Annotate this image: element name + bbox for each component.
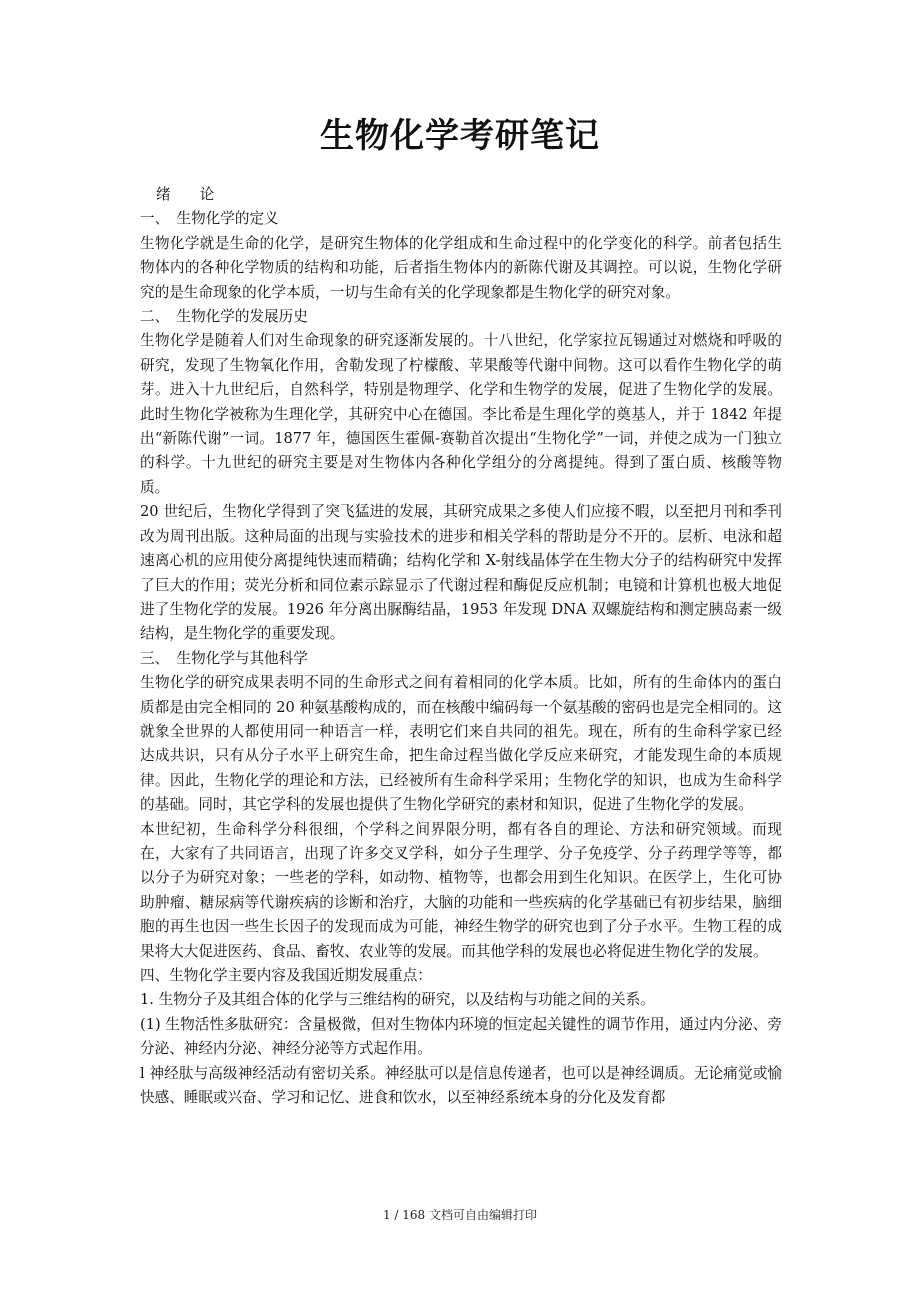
section-heading-2: 二、 生物化学的发展历史 bbox=[140, 308, 308, 326]
list-item: 1. 生物分子及其组合体的化学与三维结构的研究，以及结构与功能之间的关系。 bbox=[140, 991, 655, 1009]
section-heading-3: 三、 生物化学与其他科学 bbox=[140, 649, 308, 667]
paragraph: 本世纪初，生命科学分科很细，个学科之间界限分明，都有各自的理论、方法和研究领域。而现在，大家有了共同语言，出现了许多交叉学科，如分子生理学、分子免疫学、分子药理学等等，都以分子为研究对象；一些老的学科，如动物、植物等，也都会用到生化知识。在医学上，生化可协助肿瘤、糖尿病等代谢疾病的诊断和治疗，大脑的功能和一些疾病的化学基础已有初步结果，脑细胞的再生也因一些生长因子的发现而成为可能，神经生物学的研究也到了分子水平。生物工程的成果将大大促进医药、食品、畜牧、农业等的发展。而其他学科的发展也必将促进生物化学的发展。 bbox=[140, 820, 782, 960]
paragraph: 生物化学的研究成果表明不同的生命形式之间有着相同的化学本质。比如，所有的生命体内的蛋白质都是由完全相同的 20 种氨基酸构成的，而在核酸中编码每一个氨基酸的密码也是完全相同的。这就象全世界的人都使用同一种语言一样，表明它们来自共同的祖先。现在，所有的生命科学家已经达成共识，只有从分子水平上研究生命，把生命过程当做化学反应来研究，才能发现生命的本质规律。因此，生物化学的理论和方法，已经被所有生命科学采用；生物化学的知识，也成为生命科学的基础。同时，其它学科的发展也提供了生物化学研究的素材和知识，促进了生物化学的发展。 bbox=[140, 674, 782, 814]
paragraph: 20 世纪后，生物化学得到了突飞猛进的发展，其研究成果之多使人们应接不暇，以至把月刊和季刊改为周刊出版。这种局面的出现与实验技术的进步和相关学科的帮助是分不开的。层析、电泳和超速离心机的应用使分离提纯快速而精确；结构化学和 X-射线晶体学在生物大分子的结构研究中发挥了巨大的作用；荧光分析和同位素示踪显示了代谢过程和酶促反应机制；电镜和计算机也极大地促进了生物化学的发展。1926 年分离出脲酶结晶，1953 年发现 DNA 双螺旋结构和测定胰岛素一级结构，是生物化学的重要发现。 bbox=[140, 503, 782, 643]
section-heading-1: 一、 生物化学的定义 bbox=[140, 210, 279, 228]
paragraph: 生物化学就是生命的化学，是研究生物体的化学组成和生命过程中的化学变化的科学。前者包括生物体内的各种化学物质的结构和功能，后者指生物体内的新陈代谢及其调控。可以说，生物化学研究的是生命现象的化学本质，一切与生命有关的化学现象都是生物化学的研究对象。 bbox=[140, 234, 782, 301]
page-footer: 1 / 168 文档可自由编辑打印 bbox=[382, 1208, 538, 1222]
paragraph: 生物化学是随着人们对生命现象的研究逐渐发展的。十八世纪，化学家拉瓦锡通过对燃烧和呼吸的研究，发现了生物氧化作用，舍勒发现了柠檬酸、苹果酸等代谢中间物。这可以看作生物化学的萌芽。进入十九世纪后，自然科学，特别是物理学、化学和生物学的发展，促进了生物化学的发展。此时生物化学被称为生理化学，其研究中心在德国。李比希是生理化学的奠基人，并于 1842 年提出“新陈代谢”一词。1877 年，德国医生霍佩-赛勒首次提出“生物化学”一词，并使之成为一门独立的科学。十九世纪的研究主要是对生物体内各种化学组分的分离提纯。得到了蛋白质、核酸等物质。 bbox=[140, 332, 782, 496]
section-heading-4: 四、生物化学主要内容及我国近期发展重点： bbox=[140, 967, 432, 984]
document-body bbox=[140, 183, 782, 1110]
list-item: l 神经肽与高级神经活动有密切关系。神经肽可以是信息传递者，也可以是神经调质。无论痛觉或愉快感、睡眠或兴奋、学习和记忆、进食和饮水，以至神经系统本身的分化及发育都 bbox=[140, 1064, 782, 1107]
list-item: (1) 生物活性多肽研究：含量极微，但对生物体内环境的恒定起关键性的调节作用，通过内分泌、旁分泌、神经内分泌、神经分泌等方式起作用。 bbox=[140, 1015, 782, 1058]
page-title: 生物化学考研笔记 bbox=[320, 116, 600, 156]
intro-heading: 绪 论 bbox=[156, 186, 215, 203]
